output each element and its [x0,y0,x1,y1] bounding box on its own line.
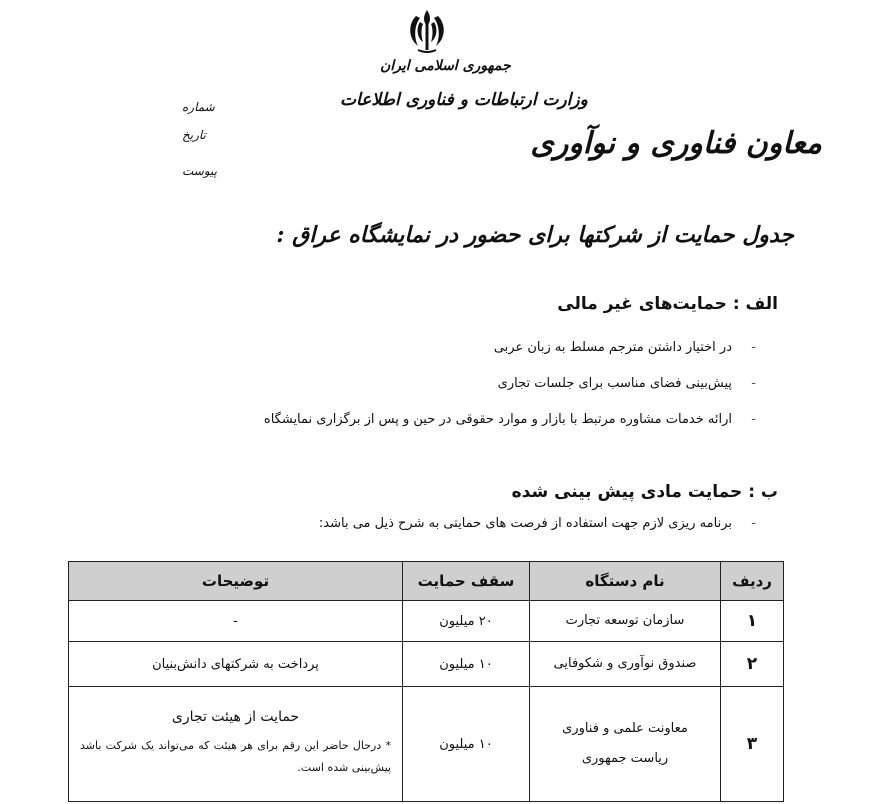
bullet-dash: - [751,340,756,355]
list-item-text: پیش‌بینی فضای مناسب برای جلسات تجاری [497,376,732,391]
header-row-number: ردیف [721,562,784,601]
bullet-dash: - [751,412,756,427]
header-org-name: نام دستگاه [530,562,721,601]
ministry-name: وزارت ارتباطات و فناوری اطلاعات [340,90,588,110]
org-name [530,642,721,687]
section-b-heading: ب : حمایت مادی پیش بینی شده [511,482,778,502]
row-number: ۲ [721,642,784,687]
description-note: * درحال حاضر این رقم برای هر هیئت که می‌تواند یک شرکت باشد پیش‌بینی شده است. [80,739,391,774]
government-name: جمهوری اسلامی ایران [380,58,511,74]
org-name-line: ریاست جمهوری [581,751,669,766]
org-name [530,601,721,642]
document-title: جدول حمایت از شرکتها برای حضور در نمایشگاه عراق : [276,222,794,248]
table-row [69,642,784,687]
header-description: توضیحات [69,562,403,601]
org-name [530,687,721,802]
org-name-line: سازمان توسعه تجارت [565,613,685,628]
org-name-line: معاونت علمی و فناوری [562,721,688,736]
table-row [69,601,784,642]
section-a-heading: الف : حمایت‌های غیر مالی [557,294,778,314]
list-item-text: ارائه خدمات مشاوره مرتبط با بازار و موارد حقوقی در حین و پس از برگزاری نمایشگاه [263,412,732,427]
description: پرداخت به شرکتهای دانش‌بنیان [69,642,403,687]
header-support-cap: سقف حمایت [403,562,530,601]
support-cap: ۱۰ میلیون [403,687,530,802]
list-item-text: برنامه ریزی لازم جهت استفاده از فرصت های حمایتی به شرح ذیل می باشد: [318,516,732,531]
support-cap: ۱۰ میلیون [403,642,530,687]
meta-number-label: شماره [182,100,215,114]
table-header-row [69,562,784,601]
iran-emblem-logo [404,6,450,56]
list-item-text: در اختیار داشتن مترجم مسلط به زبان عربی [493,340,732,355]
support-cap: ۲۰ میلیون [403,601,530,642]
org-name-line: صندوق نوآوری و شکوفایی [553,656,697,671]
list-item [493,340,756,355]
list-item [497,376,756,391]
deputy-title: معاون فناوری و نوآوری [530,126,822,161]
description-main: حمایت از هیئت تجاری [171,709,300,725]
bullet-dash: - [751,376,756,391]
description: - [69,601,403,642]
table-row [69,687,784,802]
bullet-dash: - [751,516,756,531]
row-number: ۱ [721,601,784,642]
row-number: ۳ [721,687,784,802]
meta-attachment-label: پیوست [182,164,217,178]
description [69,687,403,802]
list-item [318,516,756,531]
support-table [68,561,784,802]
meta-date-label: تاریخ [182,128,206,142]
list-item [263,412,756,427]
